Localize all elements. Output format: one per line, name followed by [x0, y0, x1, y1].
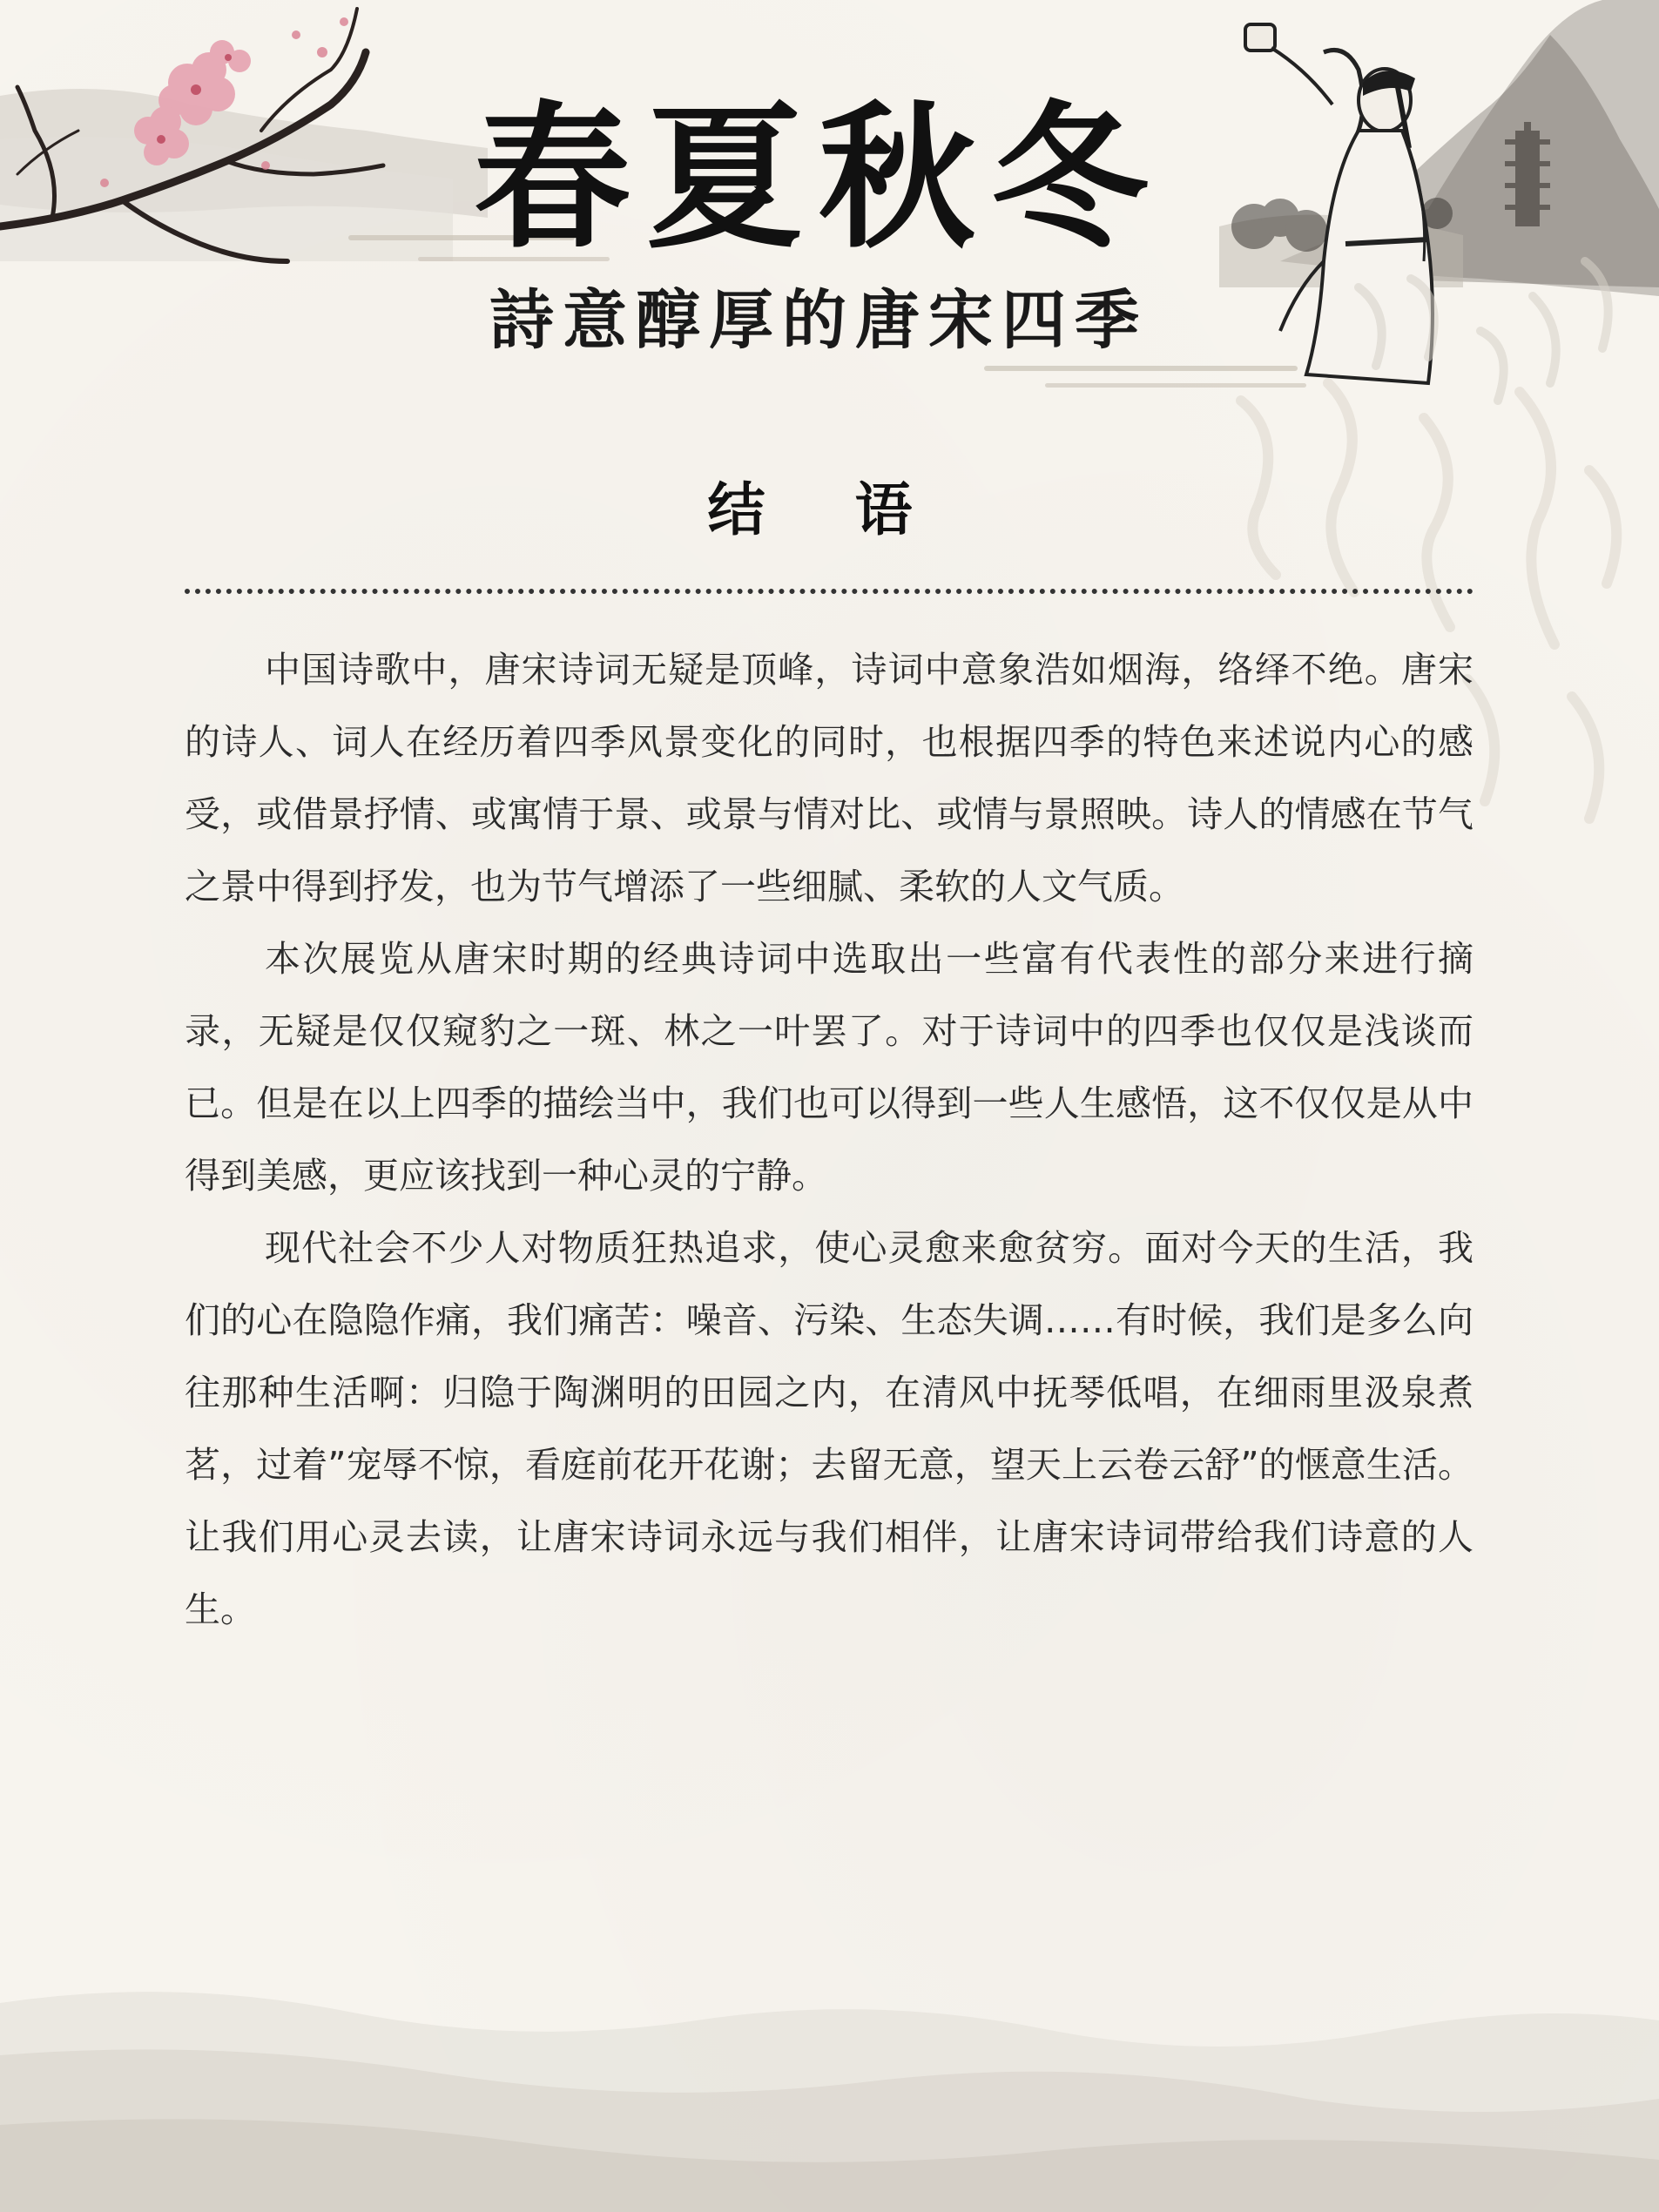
- paragraph-1: 中国诗歌中，唐宋诗词无疑是顶峰，诗词中意象浩如烟海，络绎不绝。唐宋的诗人、词人在经历着四季风景变化的同时，也根据四季的特色来述说内心的感受，或借景抒情、或寓情于景、或景与情对比、或情与景照映。诗人的情感在节气之景中得到抒发，也为节气增添了一些细腻、柔软的人文气质。: [185, 649, 1474, 907]
- main-title: 春夏秋冬: [473, 86, 1163, 270]
- dotted-divider: [185, 589, 1474, 594]
- bottom-ink-wash: [0, 1951, 1659, 2212]
- section-title: 结 语: [707, 475, 948, 543]
- body-text: [185, 634, 1474, 1646]
- header: [0, 0, 1659, 409]
- subtitle: 詩意醇厚的唐宋四季: [489, 283, 1148, 358]
- paragraph-3: 现代社会不少人对物质狂热追求，使心灵愈来愈贫穷。面对今天的生活，我们的心在隐隐作痛，我们痛苦：噪音、污染、生态失调……有时候，我们是多么向往那种生活啊：归隐于陶渊明的田园之内，在清风中抚琴低唱，在细雨里汲泉煮茗，过着”宠辱不惊，看庭前花开花谢；去留无意，望天上云卷云舒”的惬意生活。让我们用心灵去读，让唐宋诗词永远与我们相伴，让唐宋诗词带给我们诗意的人生。: [185, 1227, 1474, 1630]
- paragraph-2: 本次展览从唐宋时期的经典诗词中选取出一些富有代表性的部分来进行摘录，无疑是仅仅窥豹之一斑、林之一叶罢了。对于诗词中的四季也仅仅是浅谈而已。但是在以上四季的描绘当中，我们也可以得到一些人生感悟，这不仅仅是从中得到美感，更应该找到一种心灵的宁静。: [185, 938, 1474, 1197]
